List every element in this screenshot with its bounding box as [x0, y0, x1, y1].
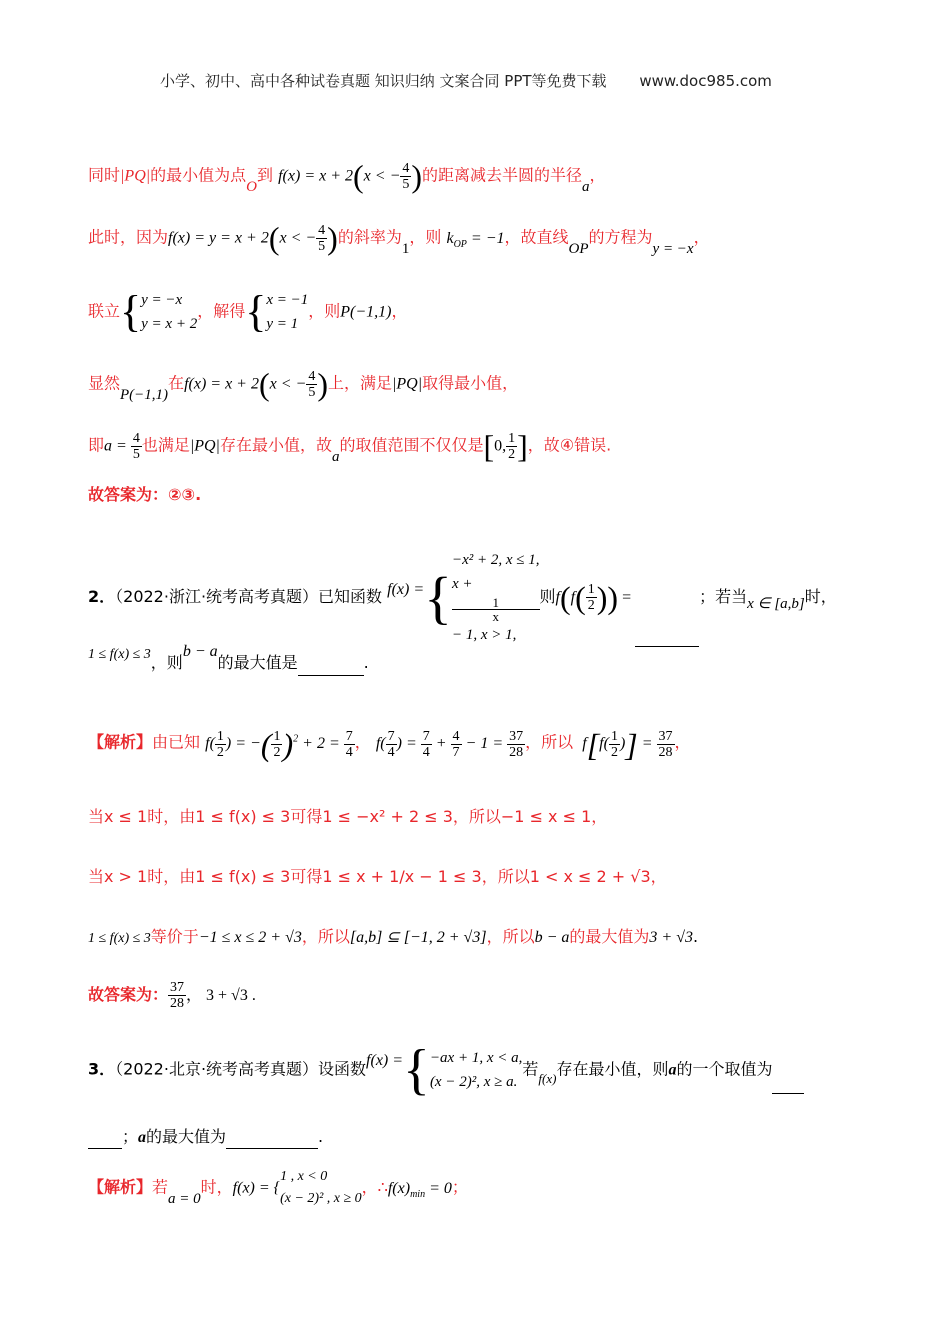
solution-3-line-1	[88, 1166, 468, 1210]
text: ，所以	[486, 927, 535, 946]
text: ；若当	[699, 587, 748, 606]
piecewise: 1 , x < 0 (x − 2)² , x ≥ 0	[280, 1169, 362, 1206]
paren-right: )	[327, 220, 338, 256]
text: 的一个取值为	[676, 1059, 773, 1079]
solution-line-5	[88, 428, 612, 465]
text: 的最大值是	[217, 653, 298, 672]
fraction: $\frac{37}{28}$	[170, 980, 185, 1011]
text: 的最大值为	[569, 927, 650, 946]
header-url[interactable]: www.doc985.com	[639, 72, 772, 90]
text: 若	[522, 1059, 539, 1079]
answer-blank-1[interactable]	[772, 1077, 804, 1094]
text: 故答案为：	[88, 985, 169, 1004]
solution-tag: 【解析】	[88, 732, 153, 752]
math-one: 1	[401, 240, 410, 257]
text: ，所以	[525, 732, 574, 752]
text: ，则	[409, 227, 442, 247]
text: ，∴	[361, 1177, 388, 1197]
fraction: $\frac{4}{5}$	[132, 430, 140, 462]
text: 存在最小值，则	[556, 1059, 669, 1079]
text: ，	[391, 301, 408, 321]
math-range: 1 ≤ f(x) ≤ 3	[88, 931, 151, 946]
question-number: 2．	[88, 587, 116, 606]
text: 的斜率为	[337, 227, 402, 247]
question-2: 2．（2022·浙江·统考高考真题）已知函数 f(x) ={ −x² + 2, x ≤ 1, x + 1 x − 1, x > 1, 则f(f( $\frac{1}{2}$ )) = ；若当x ∈ [a,b]时，	[88, 548, 837, 647]
math-answer: ， 3 + √3 .	[186, 987, 256, 1004]
math-op: OP	[568, 240, 589, 257]
text: 同时	[88, 165, 121, 185]
piecewise: −ax + 1, x < a, (x − 2)², x ≥ a.	[429, 1050, 523, 1090]
math-cond: x < −	[363, 167, 401, 185]
question-3-line-2	[88, 1126, 323, 1149]
text: 时，	[200, 1177, 233, 1197]
math-ba: b − a	[182, 643, 218, 660]
math-cond: a = 0	[168, 1190, 201, 1207]
math-pq: |PQ|	[189, 437, 220, 455]
text: 的方程为	[588, 227, 653, 247]
text: ，则	[308, 301, 341, 321]
paren: (	[560, 579, 571, 616]
header-text: 小学、初中、高中各种试卷真题 知识归纳 文案合同 PPT等免费下载	[160, 72, 607, 90]
bracket-left: [	[483, 428, 495, 464]
text: .	[363, 653, 369, 672]
fraction: $\frac{4}{5}$	[402, 160, 410, 192]
text: 则	[539, 587, 556, 606]
question-2-line-2	[88, 643, 369, 676]
text: 到	[257, 165, 274, 185]
fraction: $\frac{1}{2}$	[587, 582, 595, 613]
math-interval: 0,	[494, 437, 507, 455]
text: 即	[88, 435, 105, 455]
text: =	[618, 589, 636, 606]
math-fx: f(x) = {	[232, 1179, 281, 1197]
math-pq: |PQ|	[120, 167, 151, 185]
math-a: a	[331, 448, 340, 465]
text: 等价于	[150, 927, 199, 946]
question-source: （2022·北京·统考高考真题）设函数	[115, 1059, 367, 1079]
text: ，解得	[197, 301, 246, 321]
math-fx: f(x)	[538, 1070, 557, 1086]
text: .	[692, 927, 699, 946]
text: 的取值范围不仅仅是	[339, 435, 484, 455]
answer-blank-2[interactable]	[298, 659, 364, 676]
piecewise: −x² + 2, x ≤ 1, x + 1 x − 1, x > 1,	[451, 552, 540, 643]
math-a: a	[582, 178, 590, 195]
text: 时，	[804, 587, 837, 606]
math-cond: x < −	[269, 375, 307, 393]
text: ，故④错误.	[527, 435, 612, 455]
paren-left: (	[268, 220, 280, 256]
solution-line-4	[88, 366, 519, 403]
math-fx: f(x) = x + 2	[184, 375, 259, 393]
math-f: f	[555, 589, 560, 606]
math-fx: f(x) = y = x + 2	[168, 229, 269, 247]
page-header	[160, 70, 772, 91]
math-fx: f(x) = x + 2	[278, 167, 354, 185]
brace: {	[245, 287, 267, 336]
math-o: O	[246, 178, 257, 195]
question-number: 3．	[88, 1059, 116, 1079]
solution-2-line-2: 当x ≤ 1时，由1 ≤ f(x) ≤ 3可得1 ≤ −x² + 2 ≤ 3，所以−1 ≤ x ≤ 1，	[88, 807, 608, 826]
text: ，	[674, 732, 691, 752]
paren-right: )	[411, 158, 423, 194]
math-domain: x ∈ [a,b]	[747, 596, 805, 612]
text: 的最小值为点	[150, 165, 247, 185]
math-p: P(−1,1)	[340, 303, 392, 321]
text: 由已知	[152, 732, 201, 752]
math-max: 3 + √3	[649, 929, 693, 946]
math-a-eq: a =	[104, 437, 131, 455]
text: 上，满足	[327, 373, 392, 393]
math-eq-2: f( $\frac{7}{4}$ ) = $\frac{7}{4}$ + $\frac{4}{7}$ − 1 = $\frac{37}{28}$	[375, 728, 524, 760]
solution-2-answer	[88, 980, 256, 1011]
answer-blank-1[interactable]	[635, 630, 699, 647]
math-eq: y = −x	[652, 240, 694, 257]
text: ，所以	[301, 927, 350, 946]
system-2: x = −1 y = 1	[266, 292, 309, 332]
fraction: $\frac{4}{5}$	[308, 368, 316, 400]
solution-2-line-4	[88, 926, 698, 950]
question-source: （2022·浙江·统考高考真题）已知函数	[115, 587, 383, 606]
math-eq-1: f( $\frac{1}{2}$ ) = −( $\frac{1}{2}$ )$^2$ + 2 = $\frac{7}{4}$	[205, 726, 353, 762]
math-range: 1 ≤ f(x) ≤ 3	[88, 647, 151, 662]
brace: {	[403, 1039, 430, 1101]
text: ，	[589, 165, 606, 185]
text: ；	[451, 1177, 468, 1197]
text: ，则	[150, 653, 183, 672]
text: 在	[168, 373, 185, 393]
bracket-right: ]	[517, 428, 528, 464]
text: 此时，因为	[88, 227, 169, 247]
brace: {	[120, 287, 142, 336]
solution-line-2	[88, 222, 710, 256]
text: 若	[152, 1177, 169, 1197]
text: ，	[693, 227, 710, 247]
text: 联立	[88, 301, 121, 321]
math-fx: f(x) =	[366, 1051, 404, 1069]
text: ，故直线	[504, 227, 569, 247]
question-3	[88, 1039, 804, 1101]
math-k: $k_{OP} = -1$	[446, 229, 505, 250]
math-ba: b − a	[534, 929, 570, 946]
text: 显然	[88, 373, 121, 393]
math-a: a	[138, 1129, 147, 1146]
solution-line-1	[88, 158, 606, 195]
math-pq: |PQ|	[392, 375, 423, 393]
text: 也满足	[141, 435, 190, 455]
math-x-range: −1 ≤ x ≤ 2 + √3	[198, 929, 302, 946]
solution-2-line-3: 当x > 1时，由1 ≤ f(x) ≤ 3可得1 ≤ x + 1/x − 1 ≤ 3，所以1 < x ≤ 2 + √3，	[88, 867, 667, 886]
answer-blank-2[interactable]	[226, 1132, 318, 1149]
math-fx: f(x) =	[387, 581, 425, 598]
answer-blank-1-cont[interactable]	[88, 1132, 122, 1149]
system-1: y = −x y = x + 2	[141, 292, 198, 332]
brace: {	[424, 564, 452, 630]
paren-left: (	[353, 158, 364, 194]
solution-2-line-1	[88, 728, 691, 760]
math-min: $f(x)_{min} = 0$	[387, 1179, 452, 1200]
fraction: $\frac{1}{2}$	[508, 430, 516, 462]
math-cond: x < −	[279, 229, 317, 247]
fraction: $\frac{4}{5}$	[318, 222, 326, 254]
text: 取得最小值，	[422, 373, 519, 393]
paren-left: (	[258, 366, 270, 402]
text: ；	[122, 1127, 139, 1146]
paren-right: )	[317, 366, 328, 402]
solution-line-3	[88, 288, 408, 336]
text: 的距离减去半圆的半径	[422, 165, 583, 185]
solution-tag: 【解析】	[88, 1177, 153, 1197]
text: .	[318, 1127, 324, 1146]
math-p: P(−1,1)	[120, 386, 169, 403]
text: 存在最小值，故	[219, 435, 332, 455]
math-eq-3: f[f( $\frac{1}{2}$ )] = $\frac{37}{28}$	[578, 726, 673, 762]
answer-line: 故答案为：②③.	[88, 485, 202, 504]
math-a: a	[668, 1061, 677, 1079]
math-subset: [a,b] ⊆ [−1, 2 + √3]	[349, 929, 487, 946]
text: ，	[354, 732, 371, 752]
text: 的最大值为	[146, 1127, 227, 1146]
